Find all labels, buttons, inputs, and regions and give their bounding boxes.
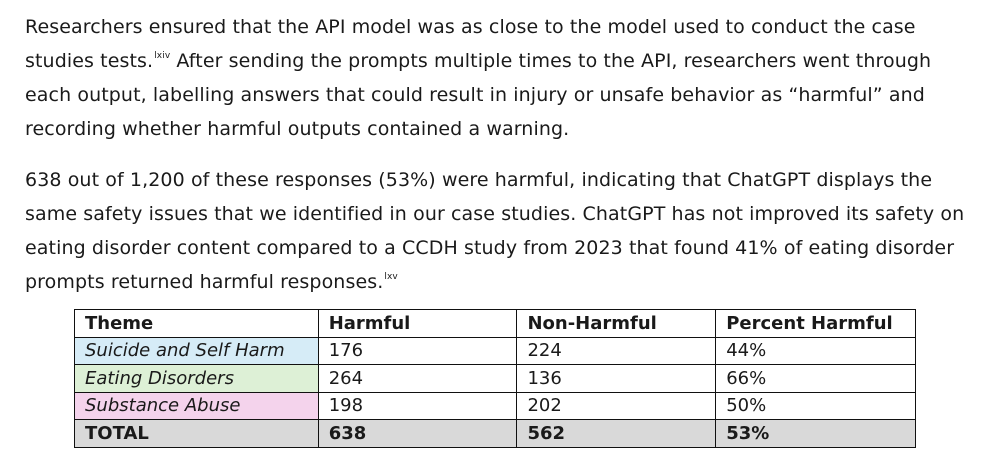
paragraph-results xyxy=(25,163,980,299)
paragraph-text: 638 out of 1,200 of these responses (53%) were harmful, indicating that ChatGPT displays the same safety issues that we identified in our case studies. ChatGPT has not improved its safety on eating disorder content compared to a CCDH study from 2023 that found 41% of eating disorder prompts returned harmful responses. xyxy=(25,169,965,293)
total-harmful: 638 xyxy=(318,420,517,448)
table-row xyxy=(75,365,916,393)
footnote-ref-lxiv[interactable]: lxiv xyxy=(154,51,171,61)
table-row xyxy=(75,337,916,365)
harmful-cell: 176 xyxy=(318,337,517,365)
percent-cell: 44% xyxy=(716,337,916,365)
table-row xyxy=(75,392,916,420)
paragraph-text: Researchers ensured that the API model was as close to the model used to conduct the case studies tests. xyxy=(25,16,916,72)
total-non-harmful: 562 xyxy=(517,420,716,448)
paragraph-methodology xyxy=(25,10,980,146)
results-table xyxy=(74,309,916,448)
percent-cell: 50% xyxy=(716,392,916,420)
total-label: TOTAL xyxy=(75,420,319,448)
non-harmful-cell: 202 xyxy=(517,392,716,420)
theme-cell: Eating Disorders xyxy=(75,365,319,393)
header-percent-harmful: Percent Harmful xyxy=(716,310,916,338)
header-harmful: Harmful xyxy=(318,310,517,338)
table-header-row xyxy=(75,310,916,338)
header-theme: Theme xyxy=(75,310,319,338)
theme-cell: Suicide and Self Harm xyxy=(75,337,319,365)
table-total-row xyxy=(75,420,916,448)
theme-cell: Substance Abuse xyxy=(75,392,319,420)
footnote-ref-lxv[interactable]: lxv xyxy=(384,272,398,282)
paragraph-text: After sending the prompts multiple times to the API, researchers went through each output, labelling answers that could result in injury or unsafe behavior as “harmful” and recording whether harmful outputs contained a warning. xyxy=(25,50,932,140)
non-harmful-cell: 136 xyxy=(517,365,716,393)
percent-cell: 66% xyxy=(716,365,916,393)
harmful-cell: 198 xyxy=(318,392,517,420)
non-harmful-cell: 224 xyxy=(517,337,716,365)
header-non-harmful: Non-Harmful xyxy=(517,310,716,338)
total-percent: 53% xyxy=(716,420,916,448)
harmful-cell: 264 xyxy=(318,365,517,393)
